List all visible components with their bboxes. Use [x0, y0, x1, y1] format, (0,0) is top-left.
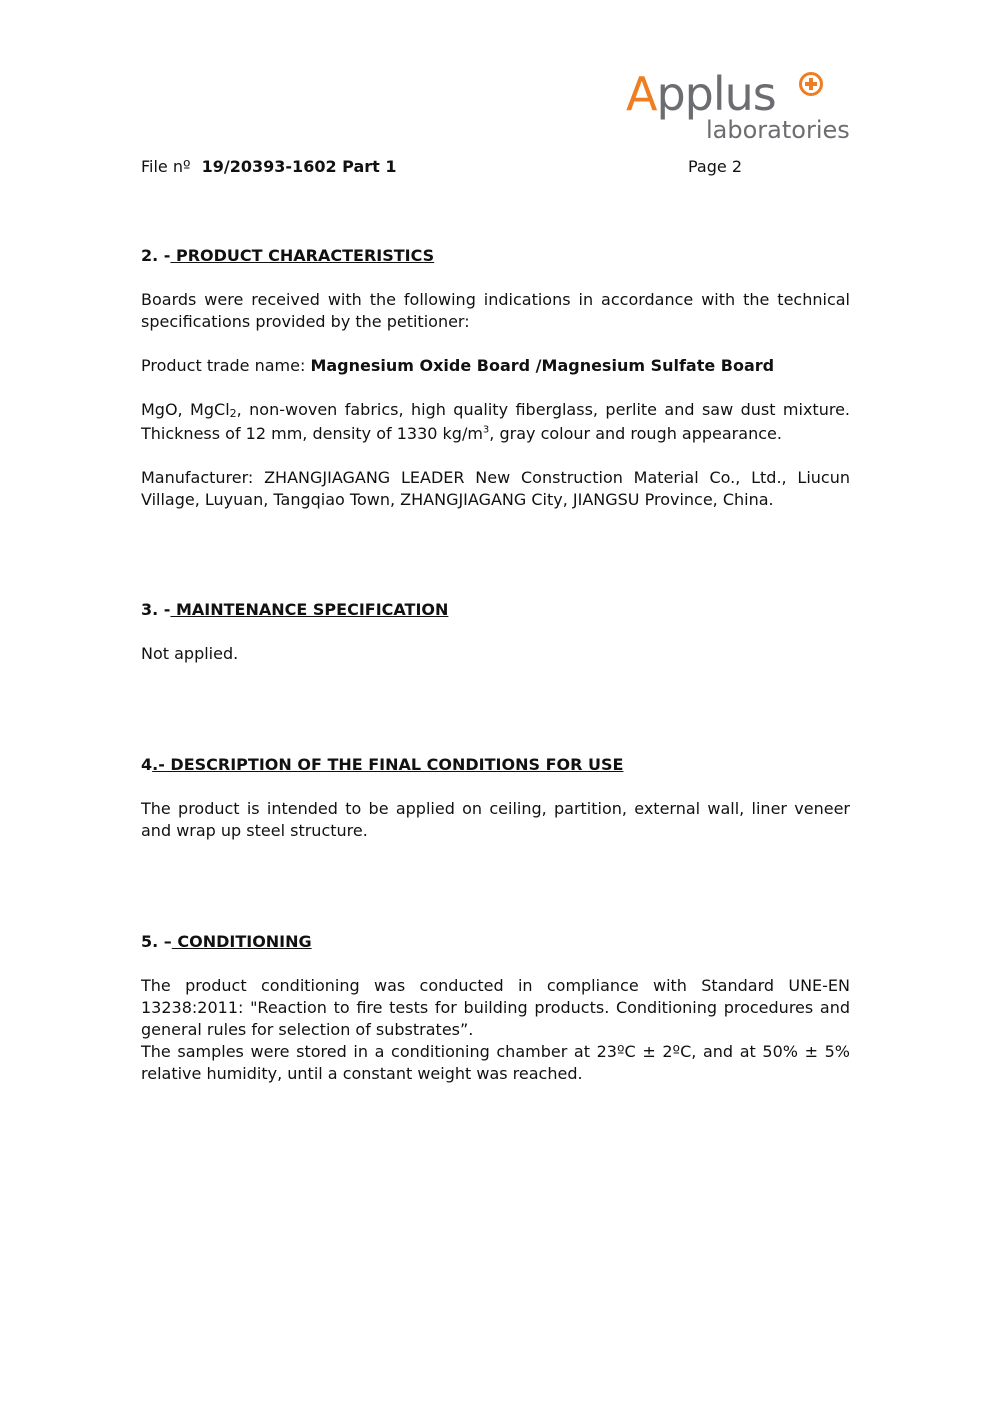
- trade-name-line: [141, 355, 850, 377]
- section-3-body: Not applied.: [141, 644, 239, 663]
- applus-laboratories-logo: [626, 66, 856, 150]
- logo-brand-a: A: [626, 67, 657, 121]
- section-5-number: 5. –: [141, 932, 172, 951]
- logo-plus-icon: [799, 72, 823, 96]
- logo-brand: [626, 66, 776, 122]
- section-4-title: .- DESCRIPTION OF THE FINAL CONDITIONS FOR USE: [152, 755, 624, 774]
- section-3-number: 3. -: [141, 600, 171, 619]
- logo-subtitle: laboratories: [706, 116, 850, 144]
- section-maintenance-specification: [141, 599, 850, 665]
- composition-part-b: , non-woven fabrics, high quality fiberglass, perlite and saw dust mixture. Thickness of 12 mm, density of 1330 kg/m: [141, 400, 850, 443]
- file-header: [141, 156, 781, 178]
- section-5-heading: [141, 931, 850, 953]
- logo-brand-rest: pplus: [656, 67, 776, 121]
- section-2-heading: [141, 245, 850, 267]
- section-5-body-2: The samples were stored in a conditioning chamber at 23ºC ± 2ºC, and at 50% ± 5% relative humidity, until a constant weight was reached.: [141, 1042, 850, 1083]
- section-3-title: MAINTENANCE SPECIFICATION: [170, 600, 449, 619]
- trade-name-value: Magnesium Oxide Board /Magnesium Sulfate Board: [310, 356, 775, 375]
- section-2-number: 2. -: [141, 246, 171, 265]
- trade-name-label: Product trade name:: [141, 356, 311, 375]
- section-product-characteristics: [141, 245, 850, 511]
- section-5-body-1: The product conditioning was conducted in compliance with Standard UNE-EN 13238:2011: "Reaction to fire tests for building products. Conditioning procedures and general rules for selection of substrates”.: [141, 976, 850, 1039]
- section-conditioning: [141, 931, 850, 1085]
- composition-subscript: 2: [229, 407, 237, 420]
- composition-text: [141, 399, 850, 445]
- composition-superscript: 3: [482, 424, 490, 436]
- section-4-heading: [141, 754, 850, 776]
- page-number: Page 2: [688, 157, 742, 176]
- section-4-body: The product is intended to be applied on ceiling, partition, external wall, liner veneer and wrap up steel structure.: [141, 799, 850, 840]
- manufacturer-text: Manufacturer: ZHANGJIAGANG LEADER New Construction Material Co., Ltd., Liucun Village, Luyuan, Tangqiao Town, ZHANGJIAGANG City, JIANGSU Province, China.: [141, 468, 850, 509]
- composition-part-a: MgO, MgCl: [141, 400, 230, 419]
- section-2-intro: Boards were received with the following indications in accordance with the technical specifications provided by the petitioner:: [141, 290, 850, 331]
- section-2-title: PRODUCT CHARACTERISTICS: [170, 246, 435, 265]
- file-number: 19/20393-1602 Part 1: [201, 157, 397, 176]
- composition-part-c: , gray colour and rough appearance.: [489, 424, 782, 443]
- section-5-title: CONDITIONING: [171, 932, 312, 951]
- section-4-number: 4: [141, 755, 153, 774]
- section-3-heading: [141, 599, 850, 621]
- section-final-conditions-for-use: [141, 754, 850, 842]
- file-label: File nº: [141, 157, 191, 176]
